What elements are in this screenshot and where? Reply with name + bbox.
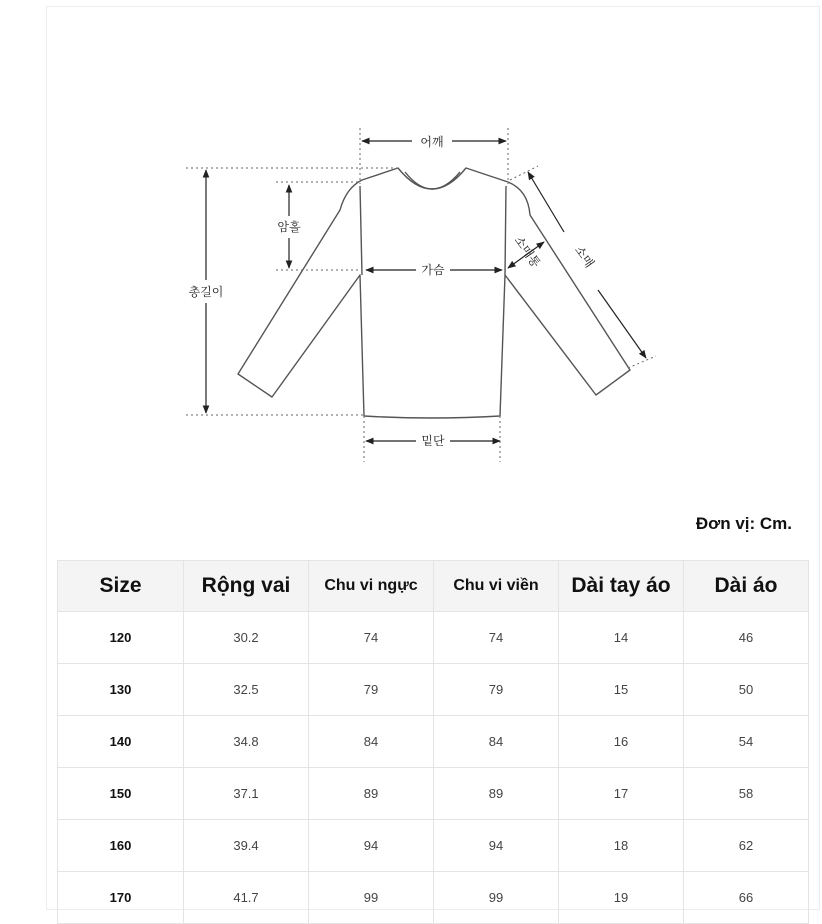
- table-cell: 79: [309, 664, 434, 716]
- sweater-outline: [238, 168, 630, 418]
- table-cell: 19: [559, 872, 684, 924]
- table-cell: 79: [434, 664, 559, 716]
- table-cell: 84: [434, 716, 559, 768]
- table-cell: 46: [684, 612, 809, 664]
- table-header-row: [58, 561, 809, 612]
- table-cell: 39.4: [184, 820, 309, 872]
- table-cell: 37.1: [184, 768, 309, 820]
- total-length-label: 총길이: [188, 285, 224, 299]
- size-table: [57, 560, 809, 924]
- sleeve-arrow: [528, 172, 564, 232]
- table-cell: 34.8: [184, 716, 309, 768]
- table-row: [58, 716, 809, 768]
- table-cell: 89: [309, 768, 434, 820]
- header-hem: Chu vi viền: [434, 561, 559, 612]
- table-cell: 30.2: [184, 612, 309, 664]
- dotted-guides: [186, 128, 656, 462]
- header-size: Size: [58, 561, 184, 612]
- armhole-label: 암홀: [277, 220, 301, 234]
- shoulder-label: 어깨: [420, 135, 444, 149]
- sleeve-width-label: 소매통: [511, 233, 543, 270]
- table-row: [58, 872, 809, 924]
- table-cell: 140: [58, 716, 184, 768]
- table-cell: 74: [309, 612, 434, 664]
- table-cell: 99: [309, 872, 434, 924]
- table-cell: 18: [559, 820, 684, 872]
- table-cell: 17: [559, 768, 684, 820]
- table-cell: 170: [58, 872, 184, 924]
- table-cell: 89: [434, 768, 559, 820]
- table-cell: 15: [559, 664, 684, 716]
- table-cell: 16: [559, 716, 684, 768]
- table-row: [58, 820, 809, 872]
- table-row: [58, 664, 809, 716]
- hem-label: 밑단: [421, 434, 445, 448]
- table-cell: 41.7: [184, 872, 309, 924]
- header-chest: Chu vi ngực: [309, 561, 434, 612]
- table-cell: 50: [684, 664, 809, 716]
- chest-label: 가슴: [421, 263, 445, 277]
- table-cell: 160: [58, 820, 184, 872]
- table-cell: 94: [309, 820, 434, 872]
- table-cell: 62: [684, 820, 809, 872]
- table-cell: 120: [58, 612, 184, 664]
- table-cell: 74: [434, 612, 559, 664]
- table-row: [58, 612, 809, 664]
- table-cell: 99: [434, 872, 559, 924]
- table-cell: 58: [684, 768, 809, 820]
- header-length: Dài áo: [684, 561, 809, 612]
- table-cell: 14: [559, 612, 684, 664]
- header-shoulder-width: Rộng vai: [184, 561, 309, 612]
- unit-note: Đơn vị: Cm.: [695, 514, 792, 533]
- table-row: [58, 768, 809, 820]
- table-cell: 84: [309, 716, 434, 768]
- header-sleeve-length: Dài tay áo: [559, 561, 684, 612]
- table-cell: 94: [434, 820, 559, 872]
- sleeve-label: 소매: [571, 243, 597, 271]
- table-cell: 54: [684, 716, 809, 768]
- table-cell: 66: [684, 872, 809, 924]
- table-cell: 32.5: [184, 664, 309, 716]
- table-cell: 130: [58, 664, 184, 716]
- table-cell: 150: [58, 768, 184, 820]
